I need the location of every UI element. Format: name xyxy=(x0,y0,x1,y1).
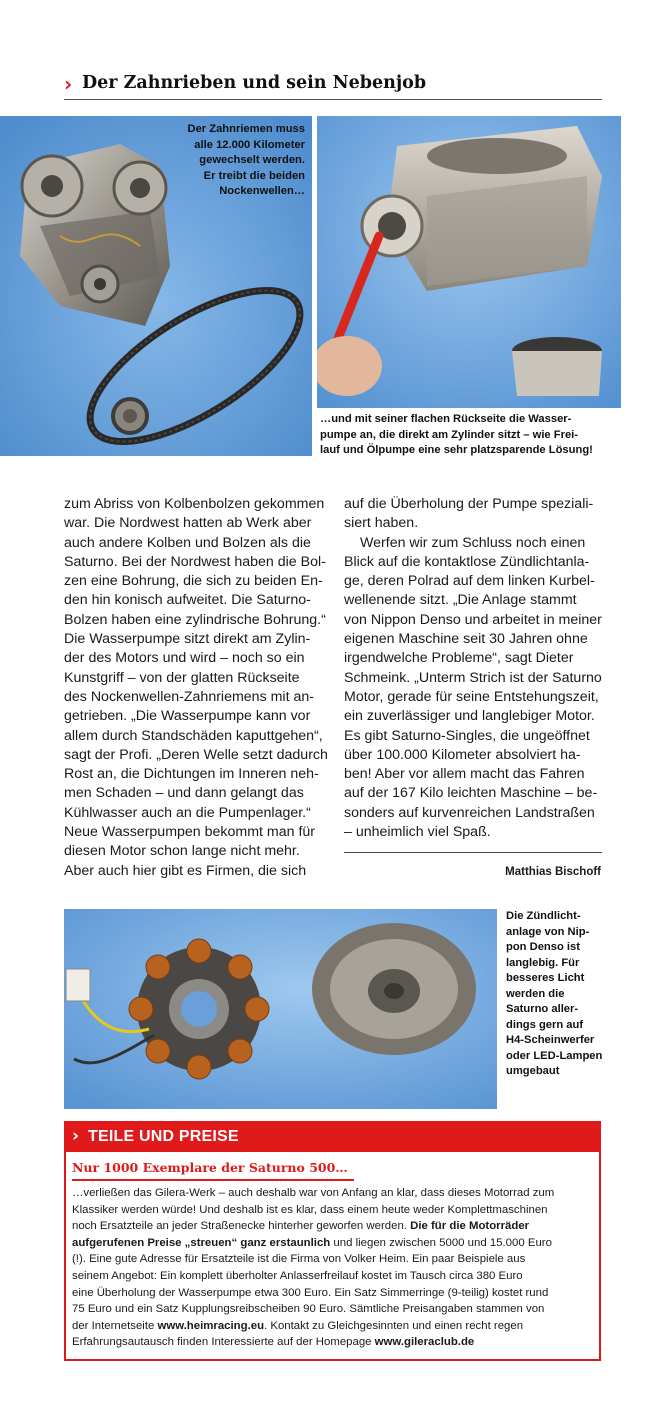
text-line: allem durch Standschäden kaputtgehen“, xyxy=(64,727,323,744)
caption-line: lauf und Ölpumpe eine sehr platzsparende Lösung! xyxy=(320,444,593,456)
caption-line: Der Zahnriemen muss xyxy=(187,123,305,135)
photo-caption-1 xyxy=(170,122,305,200)
info-box-parts-prices xyxy=(64,1121,601,1361)
text-run: seinem Angebot: Ein komplett überholter Anlasserfreilauf kostet im Tausch circa 380 Euro xyxy=(72,1269,523,1282)
article-column-left xyxy=(64,495,329,881)
text-line: ge, deren Polrad auf dem linken Kurbel- xyxy=(344,573,595,590)
text-line xyxy=(72,1185,597,1202)
bold-text-run: www.gileraclub.de xyxy=(374,1336,475,1349)
text-line: getrieben. „Die Wasserpumpe kann vor xyxy=(64,708,311,725)
caption-line: langlebig. Für xyxy=(506,956,580,969)
caption-line: alle 12.000 Kilometer xyxy=(194,138,305,151)
text-line: sonders auf kurvenreichen Landstraßen xyxy=(344,804,595,821)
text-line: über 100.000 Kilometer absolviert ha- xyxy=(344,746,581,763)
text-run: …verließen das Gilera-Werk – auch deshalb war von Anfang an klar, dass dieses Motorrad zum xyxy=(72,1187,555,1199)
text-run: noch Ersatzteile an jeder Straßenecke hinterher geworfen werden. xyxy=(72,1220,411,1233)
text-line: Kunstgriff – von der glatten Rückseite xyxy=(64,669,300,686)
text-line xyxy=(72,1318,597,1335)
caption-line: oder LED-Lampen xyxy=(506,1049,603,1062)
text-line: sagt der Profi. „Deren Welle setzt dadurch xyxy=(64,746,328,763)
text-line: irgendwelche Probleme“, sagt Dieter xyxy=(344,650,574,667)
author-name: Matthias Bischoff xyxy=(505,866,601,878)
text-run: . Kontakt zu Gleichgesinnten und einen recht regen xyxy=(264,1319,524,1332)
text-line: war. Die Nordwest hatten ab Werk aber xyxy=(64,515,312,532)
section-title: Der Zahnrieben und sein Nebenjob xyxy=(82,73,427,93)
text-line: zen eine Bohrung, die sich zu beiden En- xyxy=(64,573,323,590)
caption-line: Nockenwellen… xyxy=(219,185,305,197)
text-line: Werfen wir zum Schluss noch einen xyxy=(360,534,586,551)
text-run: der Internetseite xyxy=(72,1319,158,1332)
text-line: Schmeink. „Unterm Strich ist der Saturno xyxy=(344,669,602,686)
chevron-right-icon: › xyxy=(64,72,73,96)
text-line: auf der 167 Kilo leichten Maschine – be- xyxy=(344,785,598,802)
text-run: (!). Eine gute Adresse für Ersatzteile ist die Firma von Volker Heim. Ein paar Beispiele aus xyxy=(72,1253,526,1266)
text-run: eine Überholung der Wasserpumpe etwa 300 Euro. Ein Satz Simmerringe (9-teilig) kostet rund xyxy=(72,1286,549,1299)
caption-line: werden die xyxy=(506,987,565,1000)
bold-text-run: www.heimracing.eu xyxy=(157,1319,265,1332)
article-column-right xyxy=(344,495,602,842)
text-line xyxy=(72,1251,597,1268)
text-line: auch andere Kolben und Bolzen als die xyxy=(64,534,311,551)
ignition-image xyxy=(64,909,497,1109)
text-line: Saturno. Bei der Nordwest haben die Bol- xyxy=(64,553,326,570)
caption-line: dings gern auf xyxy=(506,1018,584,1031)
text-line: siert haben. xyxy=(344,515,419,532)
text-line: diesen Motor schon lange nicht mehr. xyxy=(64,843,300,860)
info-box-title: TEILE UND PREISE xyxy=(88,1128,239,1145)
cylinder-image xyxy=(317,116,621,408)
text-run: 75 Euro und ein Satz Kupplungsreibscheiben 90 Euro. Sämtliche Preisangaben stammen von xyxy=(72,1303,545,1316)
text-line: Neue Wasserpumpen bekommt man für xyxy=(64,824,316,841)
text-line xyxy=(72,1301,597,1318)
info-box-subheading: Nur 1000 Exemplare der Saturno 500… xyxy=(72,1160,348,1175)
photo-ignition xyxy=(64,909,497,1109)
text-line: Es gibt Saturno-Singles, die ungeöffnet xyxy=(344,727,590,744)
text-line: men Schaden – und dann gelangt das xyxy=(64,785,304,802)
text-line: eigenen Maschine seit 30 Jahren ohne xyxy=(344,631,588,648)
text-run: und liegen zwischen 5000 und 15.000 Euro xyxy=(330,1236,552,1249)
text-line: Rost an, die Dichtungen im Inneren neh- xyxy=(64,766,319,783)
chevron-right-icon: › xyxy=(72,1126,80,1146)
text-run: Erfahrungsautausch finden Interessierte auf der Homepage xyxy=(72,1336,375,1349)
author-divider xyxy=(344,852,602,853)
text-run: Klassiker werden würde! Und deshalb ist es klar, dass einem heute weder Komplettmaschinen xyxy=(72,1203,548,1216)
photo-caption-3 xyxy=(506,909,606,1080)
caption-line: gewechselt werden. xyxy=(199,154,305,166)
text-line: der des Motors und wird – noch so ein xyxy=(64,650,305,667)
text-line: Blick auf die kontaktlose Zündlichtanla- xyxy=(344,553,590,570)
bold-text-run: Die für die Motorräder xyxy=(410,1220,530,1233)
text-line: den hin konisch aufweitet. Die Saturno- xyxy=(64,592,311,609)
text-line: des Nockenwellen-Zahnriemens mit an- xyxy=(64,688,314,705)
text-line: Motor, gerade für seine Entstehungszeit, xyxy=(344,688,599,705)
text-line: von Nippon Denso und arbeitet in meiner xyxy=(344,611,602,628)
caption-line: Saturno aller- xyxy=(506,1003,579,1015)
text-line: ben! Aber vor allem macht das Fahren xyxy=(344,766,585,783)
text-line: wellenende sitzt. „Die Anlage stammt xyxy=(344,592,577,609)
photo-water-pump xyxy=(317,116,621,408)
text-line: Bolzen haben eine zylindrische Bohrung.“ xyxy=(64,611,326,628)
caption-line: pon Denso ist xyxy=(506,941,580,953)
text-line: Kühlwasser auch an die Pumpenlager.“ xyxy=(64,804,311,821)
photo-caption-2 xyxy=(320,412,610,459)
text-line xyxy=(72,1218,597,1235)
text-line: ein zuverlässiger und langlebiger Motor. xyxy=(344,708,595,725)
text-line xyxy=(72,1285,597,1302)
caption-line: Die Zündlicht- xyxy=(506,910,581,922)
text-line: Die Wasserpumpe sitzt direkt am Zylin- xyxy=(64,631,311,648)
info-box-body xyxy=(72,1185,597,1351)
info-box-header xyxy=(66,1123,599,1152)
text-line xyxy=(72,1268,597,1285)
caption-line: …und mit seiner flachen Rückseite die Wasser- xyxy=(320,413,572,425)
text-line xyxy=(72,1235,597,1252)
caption-line: besseres Licht xyxy=(506,972,585,984)
subheading-underline xyxy=(72,1179,354,1181)
section-heading xyxy=(64,70,602,100)
caption-line: umgebaut xyxy=(506,1065,560,1077)
bold-text-run: aufgerufenen Preise „streuen“ ganz erstaunlich xyxy=(72,1236,331,1249)
text-line xyxy=(72,1334,597,1351)
text-line: – unheimlich viel Spaß. xyxy=(344,824,491,841)
caption-line: pumpe an, die direkt am Zylinder sitzt – wie Frei- xyxy=(320,428,578,441)
caption-line: H4-Scheinwerfer xyxy=(506,1034,595,1046)
text-line: zum Abriss von Kolbenbolzen gekommen xyxy=(64,496,325,512)
text-line xyxy=(72,1202,597,1219)
caption-line: anlage von Nip- xyxy=(506,925,590,938)
text-line: Aber auch hier gibt es Firmen, die sich xyxy=(64,862,307,879)
text-line: auf die Überholung der Pumpe speziali- xyxy=(344,496,594,512)
caption-line: Er treibt die beiden xyxy=(203,169,305,182)
